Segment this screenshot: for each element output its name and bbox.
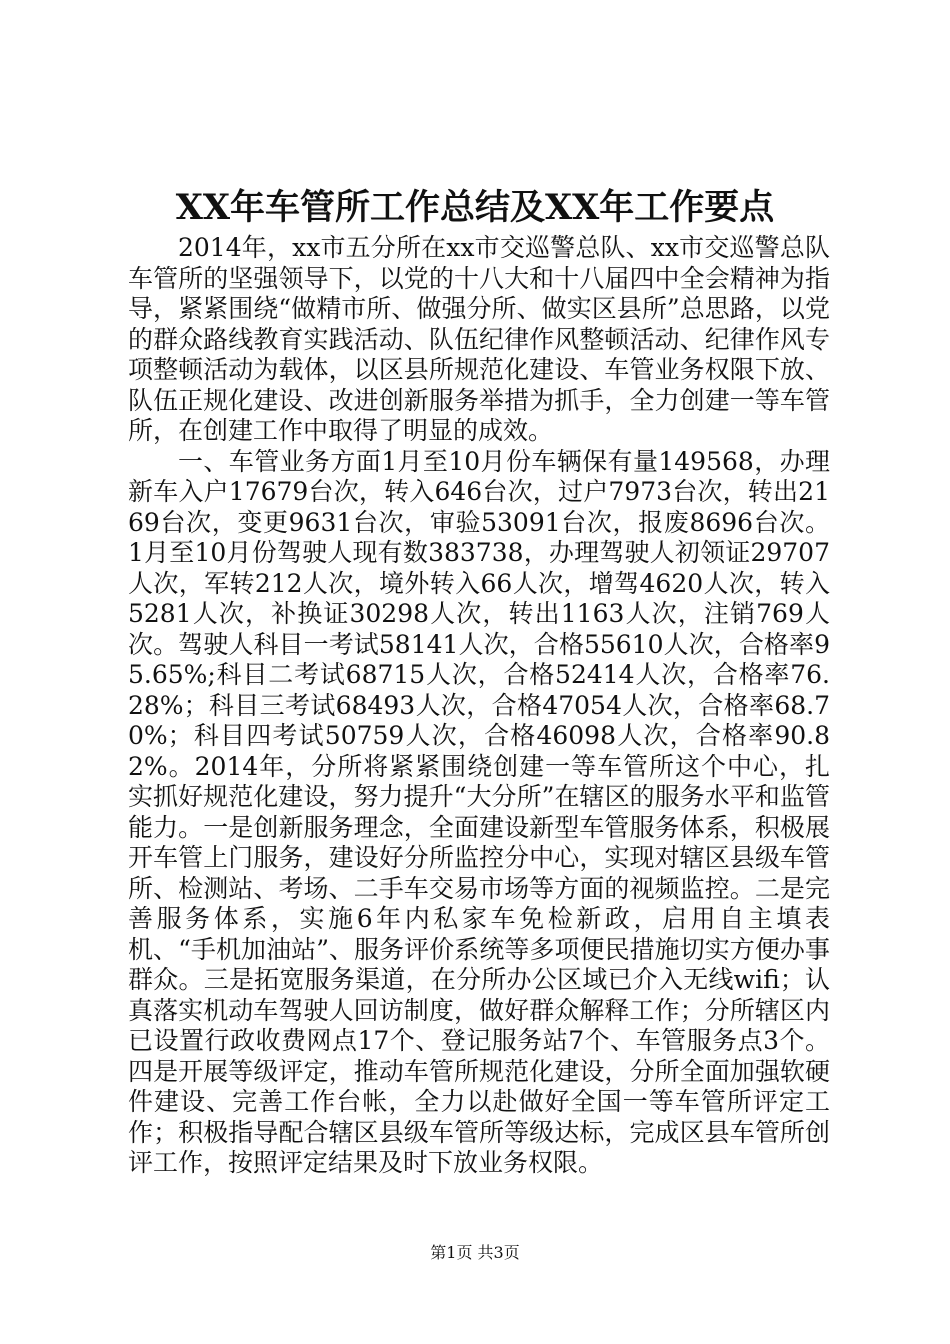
document-title: XX年车管所工作总结及XX年工作要点 [175, 187, 775, 228]
vehicle-business-paragraph: 一、车管业务方面1月至10月份车辆保有量149568，办理新车入户17679台次，转入646台次，过户7973台次，转出2169台次，变更9631台次，审验53091台次，报废8696台次。1月至10月份驾驶人现有数383738，办理驾驶人初领证29707人次，军转212人次，境外转入66人次，增驾4620人次，转入5281人次，补换证30298人次，转出1163人次，注销769人次。驾驶人科目一考试58141人次，合格55610人次，合格率95.65%;科目二考试68715人次，合格52414人次，合格率76.28%；科目三考试68493人次，合格47054人次，合格率68.70%；科目四考试50759人次，合格46098人次，合格率90.82%。2014年，分所将紧紧围绕创建一等车管所这个中心，扎实抓好规范化建设，努力提升“大分所”在辖区的服务水平和监管能力。一是创新服务理念，全面建设新型车管服务体系，积极展开车管上门服务，建设好分所监控分中心，实现对辖区县级车管所、检测站、考场、二手车交易市场等方面的视频监控。二是完善服务体系，实施6年内私家车免检新政，启用自主填表机、“手机加油站”、服务评价系统等多项便民措施切实方便办事群众。三是拓宽服务渠道，在分所办公区域已介入无线wifi；认真落实机动车驾驶人回访制度，做好群众解释工作；分所辖区内已设置行政收费网点17个、登记服务站7个、车管服务点3个。四是开展等级评定，推动车管所规范化建设，分所全面加强软硬件建设、完善工作台帐，全力以赴做好全国一等车管所评定工作；积极指导配合辖区县级车管所等级达标，完成区县车管所创评工作，按照评定结果及时下放业务权限。 [128, 446, 830, 1177]
page-footer: 第1页 共3页 [430, 1243, 520, 1262]
intro-paragraph: 2014年，xx市五分所在xx市交巡警总队、xx市交巡警总队车管所的坚强领导下，以党的十八大和十八届四中全会精神为指导，紧紧围绕“做精市所、做强分所、做实区县所”总思路，以党的群众路线教育实践活动、队伍纪律作风整顿活动、纪律作风专项整顿活动为载体，以区县所规范化建设、车管业务权限下放、队伍正规化建设、改进创新服务举措为抓手，全力创建一等车管所，在创建工作中取得了明显的成效。 [128, 233, 830, 445]
document-body [128, 233, 830, 1179]
